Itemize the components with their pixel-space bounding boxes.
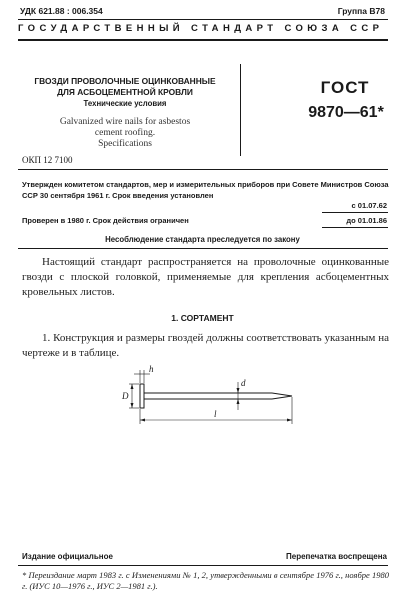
gost-label: ГОСТ	[320, 78, 370, 97]
label-h: h	[149, 364, 154, 374]
title-en-line3: Specifications	[98, 139, 152, 149]
nail-point	[272, 393, 292, 399]
approval-text: Утвержден комитетом стандартов, мер и измерительных приборов при Совете Министров Союза ССР 30 сентября 1961 г. Срок введения установлен	[22, 180, 389, 200]
technical-conditions: Технические условия	[83, 99, 167, 108]
official-edition: Издание официальное	[22, 552, 113, 561]
dim-l-arrow-right	[287, 419, 292, 422]
item-1-paragraph: 1. Конструкция и размеры гвоздей должны соответствовать указанным на чертеже и в таблице.	[22, 332, 389, 359]
okp-divider	[18, 169, 388, 170]
group-code: Группа В78	[337, 6, 385, 16]
title-russian	[30, 76, 220, 98]
title-en-line1: Galvanized wire nails for asbestos	[59, 117, 191, 127]
title-english	[30, 117, 220, 150]
checked-text: Проверен в 1980 г. Срок действия ограничен	[22, 216, 189, 225]
dim-l-arrow-left	[140, 419, 145, 422]
gost-number: 9870—61*	[308, 104, 384, 121]
dim-D-arrow-top	[131, 384, 134, 389]
limit-date-underline	[322, 227, 388, 228]
limit-date: до 01.01.86	[346, 216, 387, 225]
dim-D-arrow-bottom	[131, 403, 134, 408]
violation-notice: Несоблюдение стандарта преследуется по закону	[105, 235, 300, 244]
footer-divider	[18, 565, 388, 566]
top-divider	[18, 19, 388, 20]
label-d: d	[241, 378, 246, 388]
title-en-line2: cement roofing.	[94, 128, 156, 138]
title-ru-line2: ДЛЯ АСБОЦЕМЕНТНОЙ КРОВЛИ	[57, 87, 193, 97]
dim-d-arrow-top	[237, 388, 240, 393]
section-title: 1. СОРТАМЕНТ	[171, 313, 234, 323]
okp-code: ОКП 12 7100	[22, 155, 73, 165]
udk-code: УДК 621.88 : 006.354	[20, 6, 103, 16]
label-D: D	[122, 391, 129, 401]
approval-date-underline	[322, 212, 388, 213]
nail-drawing	[120, 362, 300, 432]
title-vertical-divider	[240, 64, 241, 156]
approval-date: с 01.07.62	[351, 201, 387, 210]
footnote: * Переиздание март 1983 г. с Изменениями № 1, 2, утвержденными в сентябре 1976 г., ноябре 1980 г. (ИУС 10—1976 г., ИУС 2—1981 г.).	[22, 570, 389, 591]
heading-divider-thick	[18, 39, 388, 41]
violation-divider	[18, 248, 388, 249]
reprint-prohibited: Перепечатка воспрещена	[286, 552, 387, 561]
intro-paragraph: Настоящий стандарт распространяется на проволочные оцинкованные гвозди с плоской головкой, применяемые для крепления асбоцементных кровельных листов.	[22, 256, 389, 298]
title-ru-line1: ГВОЗДИ ПРОВОЛОЧНЫЕ ОЦИНКОВАННЫЕ	[34, 76, 216, 86]
state-standard-heading: ГОСУДАРСТВЕННЫЙ СТАНДАРТ СОЮЗА ССР	[18, 23, 384, 34]
dim-d-arrow-bottom	[237, 399, 240, 404]
nail-head	[140, 384, 144, 408]
label-l: l	[214, 409, 217, 419]
